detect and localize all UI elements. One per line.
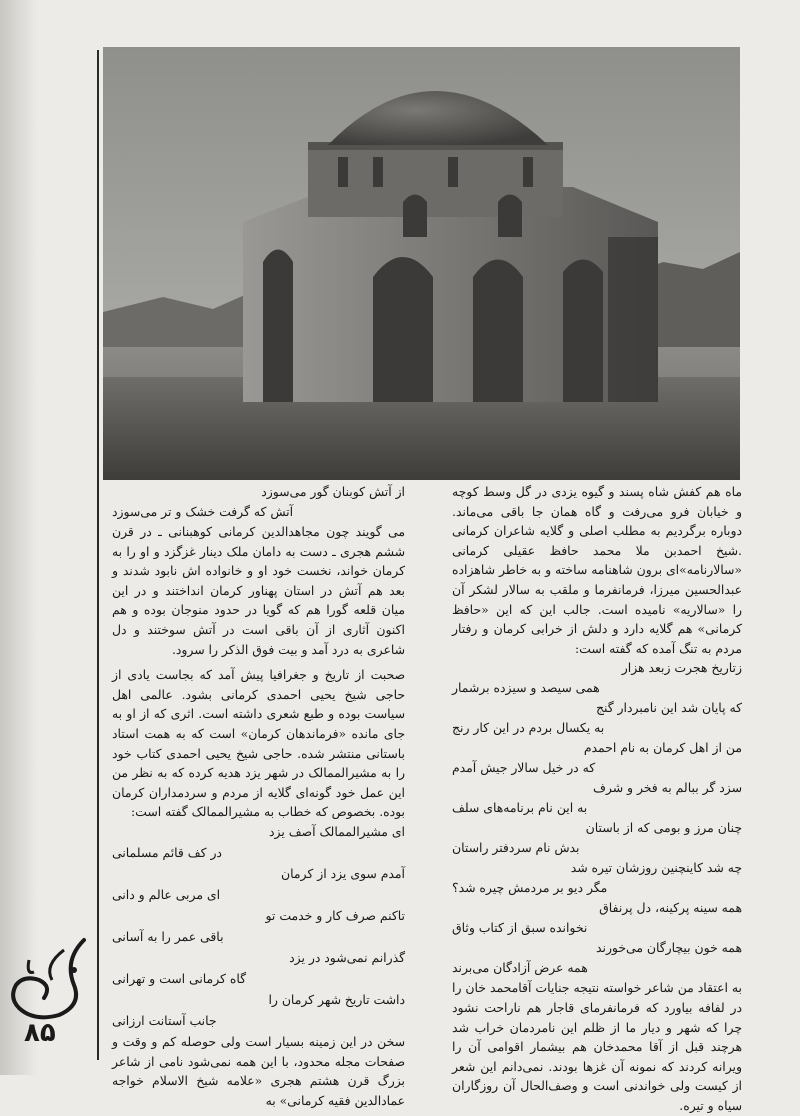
verse-hemistich-left: که در خیل سالار جیش آمدم [452, 760, 596, 776]
verse-line [112, 1011, 405, 1032]
verse-hemistich-left: بدش نام سردفتر راستان [452, 840, 580, 856]
verse-hemistich-left: همی سیصد و سیزده برشمار [452, 680, 600, 696]
verse-hemistich-left: باقی عمر را به آسانی [112, 928, 224, 944]
verse-line [452, 798, 742, 818]
verse-hemistich-right: زتاریخ هجرت زبعد هزار [621, 660, 742, 676]
verse-line [112, 885, 405, 906]
verse-line [452, 658, 742, 678]
verse-line [452, 778, 742, 798]
verse-hemistich-left: همه عرض آزادگان می‌برند [452, 960, 588, 976]
verse-hemistich-right: من از اهل کرمان به نام احمدم [583, 740, 742, 756]
verse-line [452, 878, 742, 898]
verse-hemistich-right: تاکنم صرف کار و خدمت تو [265, 907, 405, 923]
verse-line [112, 948, 405, 969]
verse-hemistich-right: ای مشیرالممالک آصف یزد [268, 823, 405, 839]
left-top-verse-block [112, 482, 405, 522]
verse-hemistich-right: چنان مرز و بومی که از باستان [585, 820, 742, 836]
verse-line [452, 718, 742, 738]
verse-line [452, 938, 742, 958]
verse-hemistich-left: جانب آستانت ارزانی [112, 1012, 217, 1028]
monument-photo [103, 47, 740, 480]
verse-hemistich-right: گذرانم نمی‌شود در یزد [289, 949, 405, 965]
verse-hemistich-right: داشت تاریخ شهر کرمان را [268, 991, 405, 1007]
verse-line [452, 958, 742, 978]
right-verse-block [452, 658, 742, 978]
verse-line [112, 822, 405, 843]
verse-hemistich-left: به یکسال بردم در این کار رنج [452, 720, 605, 736]
verse-line [112, 906, 405, 927]
verse-hemistich-right: همه سینه پرکینه، دل پرنفاق [599, 900, 742, 916]
verse-line [112, 864, 405, 885]
margin-rule [97, 50, 99, 1060]
left-column [112, 482, 405, 1110]
verse-line [452, 918, 742, 938]
verse-line [452, 858, 742, 878]
verse-hemistich-right: آمدم سوی یزد از کرمان [281, 865, 405, 881]
left-paragraph-1: می گویند چون مجاهدالدین کرمانی کوهبنانی ـ در قرن ششم هجری ـ دست به دامان ملک دینار غزگزد و او را به کرمان خواند، نخست خود او و خانواده اش نابود شدند و بعد هم آتش در استان پهناور کرمان انداختند و در این میان قلعه گورا هم که گویا در حدود منوجان بوده و هم اکنون آثاری از آن باقی است در آتش سوختند و دل شاعری به درد آمد و بیت فوق الذکر را سرود. [112, 524, 405, 657]
verse-hemistich-left: ای مربی عالم و دانی [112, 886, 221, 902]
right-outro-paragraph: به اعتقاد من شاعر خواسته نتیجه جنایات آقامحمد خان را در لفافه بیاورد که فرمانفرمای قاجار هم ناراحت نشود چرا که شهر و دیار ما از ظلم این نامردمان خراب شد هرچند قبل از آقا محمدخان هم بیشمار اقوامی آن را ویرانه کردند که نمونه آن غزها بودند. نمی‌دانم این شعر از کیست ولی خواندنی است و وصف‌الحال آن روزگاران سیاه و تیره. [452, 980, 742, 1113]
verse-line [452, 738, 742, 758]
verse-hemistich-left: به این نام برنامه‌های سلف [452, 800, 588, 816]
verse-hemistich-right: همه خون بیچارگان می‌خورند [596, 940, 742, 956]
verse-line [452, 698, 742, 718]
verse-hemistich-left: آتش که گرفت خشک و تر می‌سوزد [112, 504, 294, 519]
verse-hemistich-left: نخوانده سبق از کتاب وثاق [452, 920, 588, 936]
verse-hemistich-right: که پایان شد این نامبردار گنج [595, 700, 742, 716]
verse-line [112, 502, 405, 522]
verse-hemistich-right: سزد گر ببالم به فخر و شرف [593, 780, 742, 796]
verse-line [452, 898, 742, 918]
verse-line [112, 990, 405, 1011]
verse-line [112, 927, 405, 948]
right-column [452, 482, 742, 1116]
verse-line [112, 843, 405, 864]
verse-hemistich-right: از آتش کوبنان گور می‌سوزد [261, 484, 405, 499]
verse-line [452, 758, 742, 778]
left-paragraph-3: سخن در این زمینه بسیار است ولی حوصله کم و وقت و صفحات مجله محدود، با این همه نمی‌شود نامی از شاعر بزرگ قرن هشتم هجری «علامه شیخ الاسلام خواجه عمادالدین فقیه کرمانی» به [112, 1033, 405, 1108]
verse-line [112, 482, 405, 502]
left-verse-block [112, 822, 405, 1032]
verse-hemistich-right: چه شد کاینچنین روزشان تیره شد [570, 860, 742, 876]
right-intro-paragraph: ماه هم کفش شاه پسند و گیوه یزدی در گل وسط کوچه و خیابان فرو می‌رفت و گاه همان جا باقی می‌ماند. دوباره برگردیم به مطلب اصلی و گلایه شاعران کرمانی .شیخ احمدبن ملا محمد حافظ عقیلی کرمانی «سالارنامه»ای برون شاهنامه ساخته و به خاطر شاهزاده عبدالحسین میرزا، فرمانفرما و ملقب به سالار لشکر آن را «سالاریه» نامیده است. جالب این که این «حافظ کرمانی» هم گلایه دارد و دلش از خرابی کرمان و رفتار مردم به تنگ آمده که گفته است: [452, 484, 742, 656]
verse-line [112, 969, 405, 990]
verse-hemistich-left: گاه کرمانی است و تهرانی [112, 970, 247, 986]
verse-hemistich-left: مگر دیو بر مردمش چیره شد؟ [452, 880, 608, 896]
page-edge-shadow [0, 0, 38, 1075]
verse-line [452, 818, 742, 838]
verse-hemistich-left: در کف قائم مسلمانی [112, 844, 222, 860]
calligraphic-ornament-icon [4, 930, 96, 1030]
verse-line [452, 678, 742, 698]
verse-line [452, 838, 742, 858]
left-paragraph-2: صحبت از تاریخ و جغرافیا پیش آمد که بجاست یادی از حاجی شیخ یحیی احمدی کرمانی بشود. عالمی اهل سیاست بوده و طبع شعری داشته است. اثری که از او به جای مانده «فرماندهان کرمان» است که به همت استاد باستانی منتشر شده. حاجی شیخ یحیی احمدی کتاب خود را به مشیرالممالک در شهر یزد هدیه کرده که به نظر من این عمل خود گونه‌ای گلایه از مردم و سردمداران کرمان بوده. بخصوص که خطاب به مشیرالممالک گفته است: [112, 667, 405, 820]
page-number: ۸۵ [24, 1018, 56, 1048]
